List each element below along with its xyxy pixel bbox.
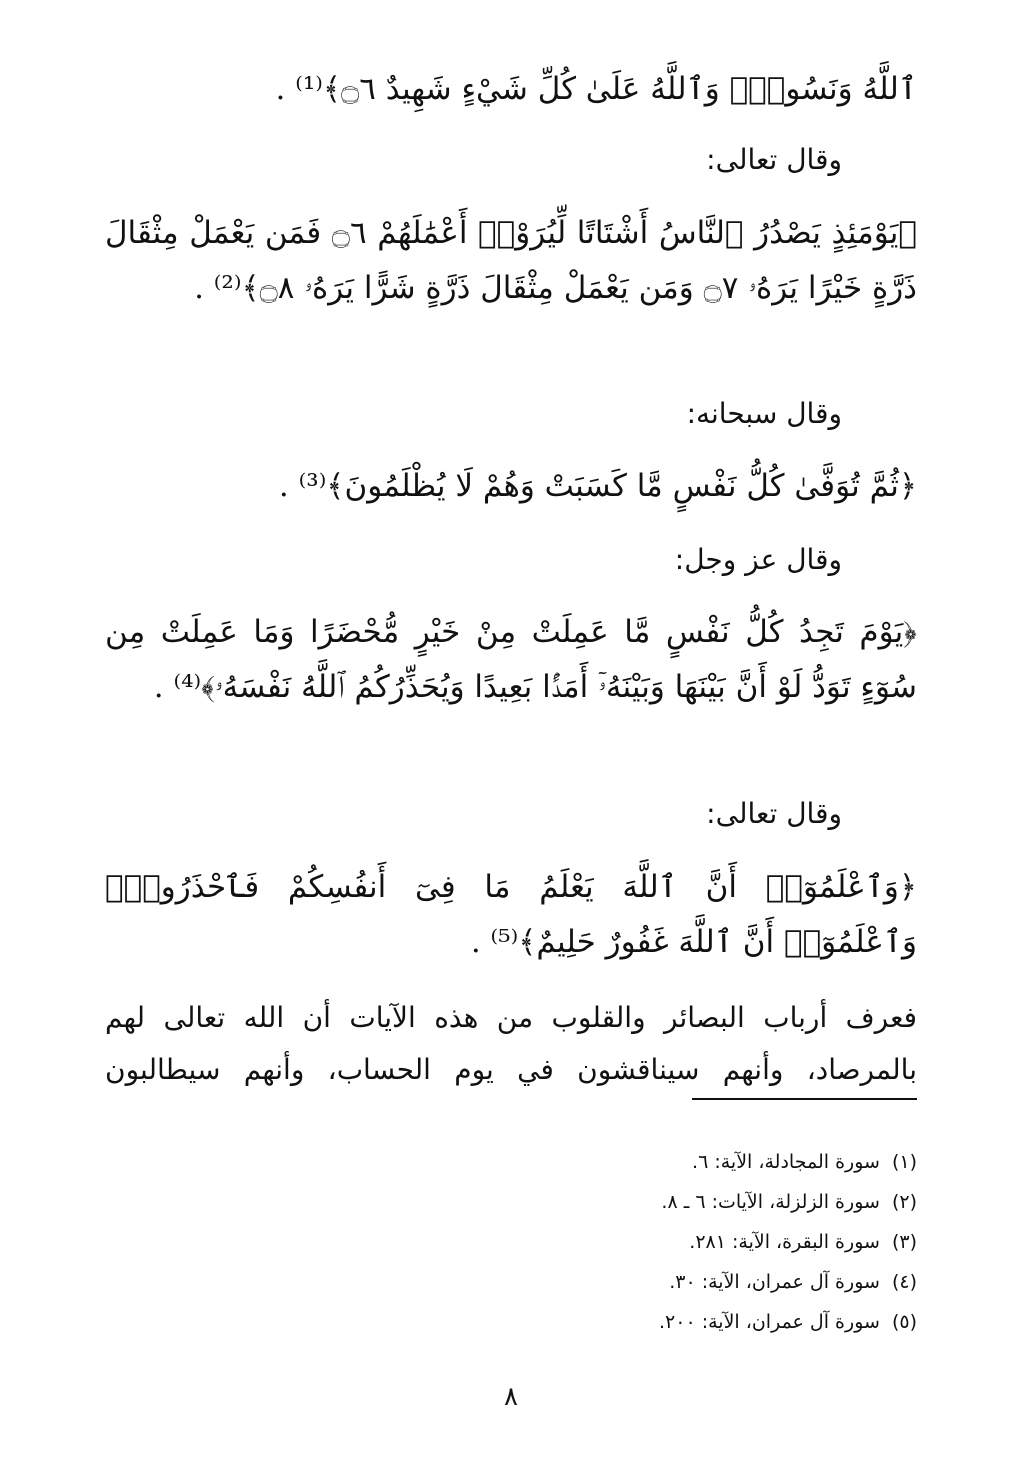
verse-5: ﴿وَٱعْلَمُوٓا۟ أَنَّ ٱللَّهَ يَعْلَمُ مَا فِىٓ أَنفُسِكُمْ فَٱحْذَرُوهُۚ وَٱعْلَمُوٓا۟ أَنَّ ٱللَّهَ غَفُورٌ حَلِيمٌ﴾⁽⁵⁾ .: [105, 869, 917, 960]
footnote-text: سورة المجادلة، الآية: ٦.: [692, 1151, 880, 1173]
intro-4: وقال تعالى:: [706, 797, 842, 830]
footnote-text: سورة آل عمران، الآية: ٢٠٠.: [658, 1311, 880, 1333]
footnote-number: (٣): [891, 1231, 917, 1253]
footnote-separator: [692, 1098, 917, 1100]
footnote-3: [659, 1222, 917, 1262]
footnote-number: (٢): [891, 1191, 917, 1213]
footnote-2: [659, 1182, 917, 1222]
footnote-number: (٥): [891, 1311, 917, 1333]
verse-4: ﴿يَوْمَ تَجِدُ كُلُّ نَفْسٍ مَّا عَمِلَتْ مِنْ خَيْرٍ مُّحْضَرًا وَمَا عَمِلَتْ مِن سُوٓءٍ تَوَدُّ لَوْ أَنَّ بَيْنَهَا وَبَيْنَهُۥٓ أَمَدًۢا بَعِيدًا وَيُحَذِّرُكُمُ ٱللَّهُ نَفْسَهُۥ﴾⁽⁴⁾ .: [105, 614, 917, 705]
body-paragraph: فعرف أرباب البصائر والقلوب من هذه الآيات أن الله تعالى لهم بالمرصاد، وأنهم سيناقشون في يوم الحساب، وأنهم سيطالبون: [105, 1001, 917, 1086]
verse-3: ﴿ثُمَّ تُوَفَّىٰ كُلُّ نَفْسٍ مَّا كَسَبَتْ وَهُمْ لَا يُظْلَمُونَ﴾⁽³⁾ .: [278, 468, 917, 504]
verse-2: ﴿يَوْمَئِذٍ يَصْدُرُ ٱلنَّاسُ أَشْتَاتًا لِّيُرَوْا۟ أَعْمَٰلَهُمْ ۝٦ فَمَن يَعْمَلْ مِثْقَالَ ذَرَّةٍ خَيْرًا يَرَهُۥ ۝٧ وَمَن يَعْمَلْ مِثْقَالَ ذَرَّةٍ شَرًّا يَرَهُۥ ۝٨﴾⁽²⁾ .: [105, 215, 917, 306]
page-number: ٨: [504, 1382, 518, 1412]
footnote-number: (١): [891, 1151, 917, 1173]
intro-2: وقال سبحانه:: [686, 397, 842, 430]
footnote-text: سورة البقرة، الآية: ٢٨١.: [689, 1231, 880, 1253]
footnote-4: [659, 1262, 917, 1302]
footnote-5: [659, 1302, 917, 1342]
footnote-text: سورة آل عمران، الآية: ٣٠.: [669, 1271, 880, 1293]
footnotes: [659, 1142, 917, 1342]
verse-1: ٱللَّهُ وَنَسُوهُۚ وَٱللَّهُ عَلَىٰ كُلِّ شَيْءٍ شَهِيدٌ ۝٦﴾⁽¹⁾ .: [275, 71, 917, 107]
footnote-number: (٤): [891, 1271, 917, 1293]
footnote-1: [659, 1142, 917, 1182]
footnote-text: سورة الزلزلة، الآيات: ٦ ـ ٨.: [661, 1191, 880, 1213]
intro-3: وقال عز وجل:: [674, 543, 842, 576]
intro-1: وقال تعالى:: [706, 143, 842, 176]
